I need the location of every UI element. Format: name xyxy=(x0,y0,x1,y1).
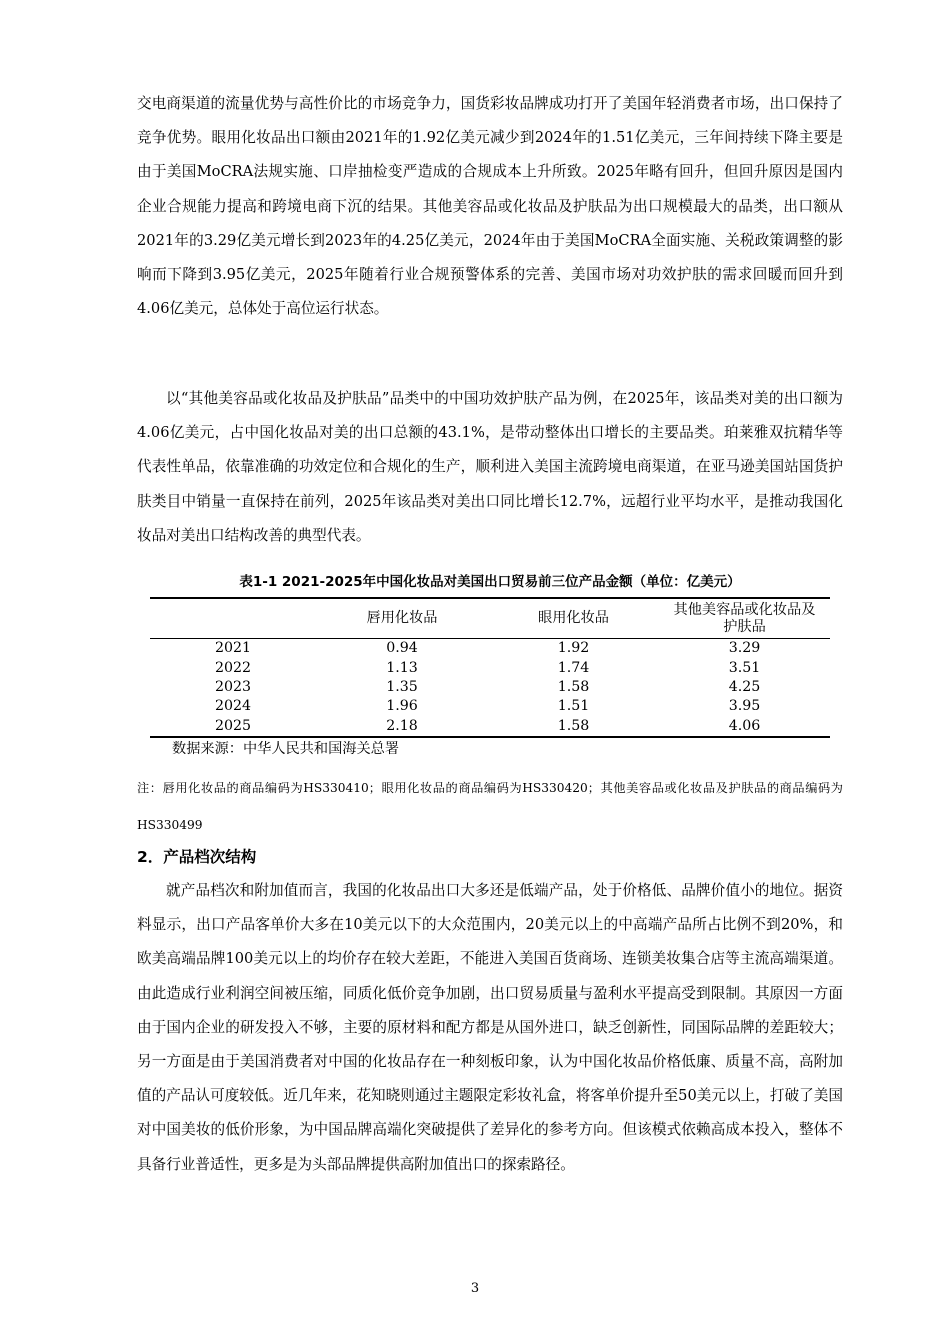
table-cell-other: 3.29 xyxy=(728,640,761,657)
table-row xyxy=(150,678,830,697)
body-paragraph-3: 就产品档次和附加值而言，我国的化妆品出口大多还是低端产品，处于价格低、品牌价值小的地位。据资料显示，出口产品客单价大多在10美元以下的大众范围内，20美元以上的中高端产品所占比例不到20%，和欧美高端品牌100美元以上的均价存在较大差距，不能进入美国百货商场、连锁美妆集合店等主流高端渠道。由此造成行业利润空间被压缩，同质化低价竞争加剧，出口贸易质量与盈利水平提高受到限制。其原因一方面由于国内企业的研发投入不够，主要的原材料和配方都是从国外进口，缺乏创新性，同国际品牌的差距较大；另一方面是由于美国消费者对中国的化妆品存在一种刻板印象，认为中国化妆品价格低廉、质量不高，高附加值的产品认可度较低。近几年来，花知晓则通过主题限定彩妆礼盒，将客单价提升至50美元以上，打破了美国对中国美妆的低价形象，为中国品牌高端化突破提供了差异化的参考方向。但该模式依赖高成本投入，整体不具备行业普适性，更多是为头部品牌提供高附加值出口的探索路径。 xyxy=(137,882,843,1173)
table-cell-other: 3.95 xyxy=(728,698,761,715)
table-cell-eye: 1.58 xyxy=(557,717,590,734)
table-cell-lip: 1.13 xyxy=(386,659,418,676)
table-header-other xyxy=(659,598,830,639)
table-row xyxy=(150,717,830,737)
export-table xyxy=(150,597,830,738)
table-cell-year: 2021 xyxy=(214,640,252,657)
section-heading: 2．产品档次结构 xyxy=(137,848,257,866)
table-header-row xyxy=(150,598,830,639)
table-cell-other: 4.06 xyxy=(728,717,761,734)
table-cell-year: 2025 xyxy=(214,717,252,734)
table-cell-eye: 1.58 xyxy=(557,678,590,695)
table-caption: 表1-1 2021-2025年中国化妆品对美国出口贸易前三位产品金额（单位：亿美元） xyxy=(239,574,741,590)
table-cell-lip: 0.94 xyxy=(386,640,418,657)
table-row xyxy=(150,639,830,659)
body-paragraph-1: 交电商渠道的流量优势与高性价比的市场竞争力，国货彩妆品牌成功打开了美国年轻消费者市场，出口保持了竞争优势。眼用化妆品出口额由2021年的1.92亿美元减少到2024年的1.51亿美元，三年间持续下降主要是由于美国MoCRA法规实施、口岸抽检变严造成的合规成本上升所致。2025年略有回升，但回升原因是国内企业合规能力提高和跨境电商下沉的结果。其他美容品或化妆品及护肤品为出口规模最大的品类，出口额从2021年的3.29亿美元增长到2023年的4.25亿美元，2024年由于美国MoCRA全面实施、关税政策调整的影响而下降到3.95亿美元，2025年随着行业合规预警体系的完善、美国市场对功效护肤的需求回暖而回升到4.06亿美元，总体处于高位运行状态。 xyxy=(137,95,843,318)
table-cell-eye: 1.92 xyxy=(557,640,590,657)
table-cell-year: 2024 xyxy=(214,698,252,715)
table-cell-other: 4.25 xyxy=(728,678,761,695)
table-cell-year: 2023 xyxy=(214,678,252,695)
table-header-lip: 唇用化妆品 xyxy=(366,610,438,626)
body-paragraph-2: 以“其他美容品或化妆品及护肤品”品类中的中国功效护肤产品为例，在2025年，该品类对美的出口额为4.06亿美元，占中国化妆品对美的出口总额的43.1%，是带动整体出口增长的主要品类。珀莱雅双抗精华等代表性单品，依靠准确的功效定位和合规化的生产，顺利进入美国主流跨境电商渠道，在亚马逊美国站国货护肤类目中销量一直保持在前列，2025年该品类对美出口同比增长12.7%，远超行业平均水平，是推动我国化妆品对美出口结构改善的典型代表。 xyxy=(137,390,843,544)
table-cell-eye: 1.74 xyxy=(557,659,590,676)
data-source-note: 数据来源：中华人民共和国海关总署 xyxy=(172,741,400,757)
table-cell-year: 2022 xyxy=(214,659,252,676)
table-cell-lip: 1.96 xyxy=(386,698,418,715)
table-header-year xyxy=(150,598,316,639)
table-header-other-label: 其他美容品或化妆品及护肤品 xyxy=(673,601,816,635)
table-cell-lip: 2.18 xyxy=(386,717,418,734)
table-cell-eye: 1.51 xyxy=(557,698,590,715)
page-number: 3 xyxy=(470,1281,480,1296)
table-row xyxy=(150,697,830,716)
table-cell-lip: 1.35 xyxy=(386,678,418,695)
table-row xyxy=(150,658,830,677)
table-footnote: 注：唇用化妆品的商品编码为HS330410；眼用化妆品的商品编码为HS330420；其他美容品或化妆品及护肤品的商品编码为HS330499 xyxy=(137,781,843,832)
table-cell-other: 3.51 xyxy=(728,659,761,676)
table-header-eye: 眼用化妆品 xyxy=(538,610,609,626)
